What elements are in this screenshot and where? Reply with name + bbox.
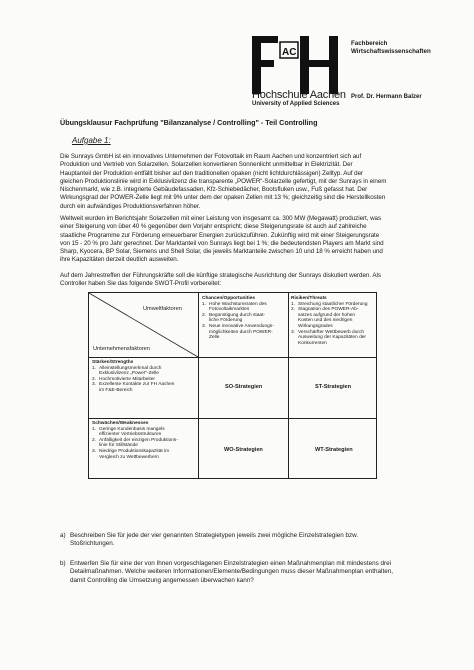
swot-list-item: Ausweitung der Kapazitäten der — [298, 335, 366, 341]
wt-strategies: WT-Strategien — [315, 447, 353, 453]
swot-list-item: Zelle — [209, 335, 220, 341]
swot-list-item: Exklusivlizenz „Power“-Zelle — [99, 371, 159, 377]
swot-list-item: satzes aufgrund der hohen — [298, 312, 356, 318]
task-label: Aufgabe 1: — [72, 136, 111, 145]
so-strategies: SO-Strategien — [225, 384, 263, 390]
swot-list-item: 1. Geringe Kundenbasis mangels — [92, 426, 165, 432]
swot-list-item: Kosten und des niedrigen — [298, 318, 353, 324]
paragraph-market: Weltweit wurden im Berichtsjahr Solarzellen mit einer Leistung von insgesamt ca. 300 MW (Megawatt) produziert, was einer Steigerung von über 40 % gegenüber dem Vorjahr entspricht; diese Steigerungsrate ist auch auf zahlreiche staatliche Programme zur Förderung erneuerbarer Energien zurückzuführen. Zukünftig wird mit einer Steigerungsrate von 15 - 20 % pro Jahr gerechnet. Der Marktanteil von Sunrays liegt bei 1 %; die bedeutendsten Players am Markt sind Sharp, Kyocera, BP Solar, Siemens und Shell Solar, die jeweils Marktanteile zwischen 10 und 18 % erreicht haben und ihre Kapazitäten derzeit deutlich ausweiten. — [60, 215, 384, 264]
swot-list-item: 3. Niedrige Produktionskapazität im — [92, 448, 170, 454]
school-subtitle: University of Applied Sciences — [252, 101, 340, 107]
swot-list-item: 2. Hochmotivierte Mitarbeiter — [92, 376, 155, 382]
exam-page: AC Hochschule Aachen University of Applied Sciences Fachbereich Wirtschaftswissenschaften Prof. Dr. Hermann Balzer Übungsklausur Fachprüfung "Bilanzanalyse / Controlling" - Teil Controlling Aufgabe 1: Die Sunrays GmbH ist ein innovatives Unternehmen der Fotovoltaik im Raum Aachen und konzentriert sich auf Produktion und Vertrieb von Solarzellen. Solarzellen konvertieren Sonnenlicht unmittelbar in Elektrizität. Der Hauptanteil der Produktion entfällt bisher auf den traditionellen opaken (nicht lichtdurchlässigen) Zelltyp. Auf der gleichen Produktionslinie wird in Exklusivlizenz die transparente „POWER“-Solarzelle gefertigt, mit der Sunrays in einem Nischenmarkt, wie z.B. integrierte Gebäudefassaden, Kfz-Schiebedächer, Bootsfluken usw., Fuß gefasst hat. Der Wirkungsgrad der POWER-Zelle liegt mit 9% unter dem der opaken Zellen mit 13 %; gleichzeitig sind die Herstellkosten durch ein aufwändiges Produktionsverfahren höher. Weltweit wurden im Berichtsjahr Solarzellen mit einer Leistung von insgesamt ca. 300 MW (Megawatt) produziert, was einer Steigerung von über 40 % gegenüber dem Vorjahr entspricht; diese Steigerungsrate ist auch auf zahlreiche staatliche Programme zur Förderung erneuerbarer Energien zurückzuführen. Zukünftig wird mit einer Steigerungsrate von 15 - 20 % pro Jahr gerechnet. Der Marktanteil von Sunrays liegt bei 1 %; die bedeutendsten Players am Markt sind Sharp, Kyocera, BP Solar, Siemens und Shell Solar, die jeweils Marktanteile zwischen 10 und 18 % erreicht haben und ihre Kapazitäten derzeit deutlich ausweiten. Auf dem Jahrestreffen der Führungskräfte soll die künftige strategische Ausrichtung der Sunrays diskutiert werden. Als Controller haben Sie das folgende SWOT-Profil vorbereitet: Umweltfaktoren Unternehmensfaktoren Chancen/Opportunities 1. Hohe Wachstumsraten des Fotovoltaikmarktes 2. Begünstigung durch staat- liche Förderung 3. Neue innovative Anwendungs- möglichkeiten durch POWER- Zelle Risiken/Threats 1. Streichung staatlicher Förderung 2. Stagnation des POWER-Ab- satzes aufgrund der hohen Kosten und des niedrigen Wirkungsgrades 3. Verschärfter Wettbewerb durch Ausweitung der Kapazitäten der Konkurrenten Stärken/Strengths 1. Alleinstellungsmerkmal durch Exklusivlizenz „Power“-Zelle 2. Hochmotivierte Mitarbeiter 3. Exzellente Kontakte zur FH Aachen im F&E-Bereich Schwächen/Weaknesses 1. Geringe Kundenbasis mangels effizienter Vertriebsstrukturen 2. Anfälligkeit der einzigen Produktions- linie für Stillstände 3. Niedrige Produktionskapazität im Vergleich zu Wettbewerbern SO-Strategien ST-Strategien WO-Strategien WT-Strategien a) Beschreiben Sie für jede der vier genannten Strategietypen jeweils zwei mögliche Einzelstrategien bzw. Stoßrichtungen. b) Entwerfen Sie für eine der von Ihnen vorgeschlagenen Einzelstrategien einen Maßnahmenplan mit mindestens drei Detailmaßnahmen. Welche weiteren Informationen/Elemente/Bedingungen muss dieser Maßnahmenplan enthalten, damit Controlling die Umsetzung angemessen überwachen kann? — [0, 0, 474, 670]
swot-list-item: möglichkeiten durch POWER- — [209, 329, 273, 335]
threats-cell: Risiken/Threats 1. Streichung staatlicher Förderung 2. Stagnation des POWER-Ab- satzes aufgrund der hohen Kosten und des niedrigen Wirkungsgrades 3. Verschärfter Wettbewerb durch Ausweitung der Kapazitäten der Konkurrenten — [291, 296, 368, 346]
exam-title: Übungsklausur Fachprüfung "Bilanzanalyse / Controlling" - Teil Controlling — [60, 118, 318, 127]
swot-list-item: 1. Streichung staatlicher Förderung — [291, 301, 368, 307]
swot-list-item: 3. Neue innovative Anwendungs- — [202, 323, 274, 329]
swot-list-item: effizienter Vertriebsstrukturen — [99, 432, 162, 438]
swot-list-item: linie für Stillstände — [99, 443, 138, 449]
swot-list-item: 3. Exzellente Kontakte zur FH Aachen — [92, 382, 175, 388]
wo-strategies: WO-Strategien — [224, 447, 263, 453]
paragraph-company: Die Sunrays GmbH ist ein innovatives Unternehmen der Fotovoltaik im Raum Aachen und konzentriert sich auf Produktion und Vertrieb von Solarzellen. Solarzellen konvertieren Sonnenlicht unmittelbar in Elektrizität. Der Hauptanteil der Produktion entfällt bisher auf den traditionellen opaken (nicht lichtdurchlässigen) Zelltyp. Auf der gleichen Produktionslinie wird in Exklusivlizenz die transparente „POWER“-Solarzelle gefertigt, mit der Sunrays in einem Nischenmarkt, wie z.B. integrierte Gebäudefassaden, Kfz-Schiebedächer, Bootsfluken usw., Fuß gefasst hat. Der Wirkungsgrad der POWER-Zelle liegt mit 9% unter dem der opaken Zellen mit 13 %; gleichzeitig sind die Herstellkosten durch ein aufwändiges Produktionsverfahren höher. — [60, 153, 387, 210]
swot-list-item: 3. Verschärfter Wettbewerb durch — [291, 329, 365, 335]
fh-aachen-logo — [252, 36, 340, 96]
opportunities-cell: Chancen/Opportunities 1. Hohe Wachstumsraten des Fotovoltaikmarktes 2. Begünstigung durch staat- liche Förderung 3. Neue innovative Anwendungs- möglichkeiten durch POWER- Zelle — [202, 296, 274, 341]
swot-list-item: Vergleich zu Wettbewerbern — [99, 454, 159, 460]
swot-list-item: Wirkungsgrades — [298, 323, 333, 329]
school-name: Hochschule Aachen — [252, 89, 346, 101]
professor-name: Prof. Dr. Hermann Balzer — [351, 94, 422, 100]
swot-list-item: 2. Begünstigung durch staat- — [202, 312, 266, 318]
swot-list-item: 1. Hohe Wachstumsraten des — [202, 301, 267, 307]
swot-list-item: 2. Anfälligkeit der einzigen Produktions- — [92, 437, 178, 443]
swot-list-item: liche Förderung — [209, 318, 243, 324]
department: Fachbereich Wirtschaftswissenschaften — [351, 40, 431, 55]
strengths-cell: Stärken/Strengths 1. Alleinstellungsmerkmal durch Exklusivlizenz „Power“-Zelle 2. Hochmotivierte Mitarbeiter 3. Exzellente Kontakte zur FH Aachen im F&E-Bereich — [92, 360, 175, 393]
swot-list-item: Fotovoltaikmarktes — [209, 307, 250, 313]
corner-company-label: Unternehmensfaktoren — [93, 346, 150, 352]
corner-environment-label: Umweltfaktoren — [143, 306, 182, 312]
swot-list-item: im F&E-Bereich — [99, 387, 133, 393]
paragraph-swot-intro: Auf dem Jahrestreffen der Führungskräfte soll die künftige strategische Ausrichtung der Sunrays diskutiert werden. Als Controller haben Sie das folgende SWOT-Profil vorbereitet: — [60, 272, 381, 288]
swot-list-item: 1. Alleinstellungsmerkmal durch — [92, 365, 162, 371]
swot-list-item: Konkurrenten — [298, 340, 327, 346]
weaknesses-cell: Schwächen/Weaknesses 1. Geringe Kundenbasis mangels effizienter Vertriebsstrukturen 2. Anfälligkeit der einzigen Produktions- linie für Stillstände 3. Niedrige Produktionskapazität im Vergleich zu Wettbewerbern — [92, 421, 178, 460]
st-strategies: ST-Strategien — [315, 384, 352, 390]
svg-text:AC: AC — [282, 47, 297, 58]
swot-list-item: 2. Stagnation des POWER-Ab- — [291, 307, 359, 313]
swot-table — [88, 292, 377, 479]
